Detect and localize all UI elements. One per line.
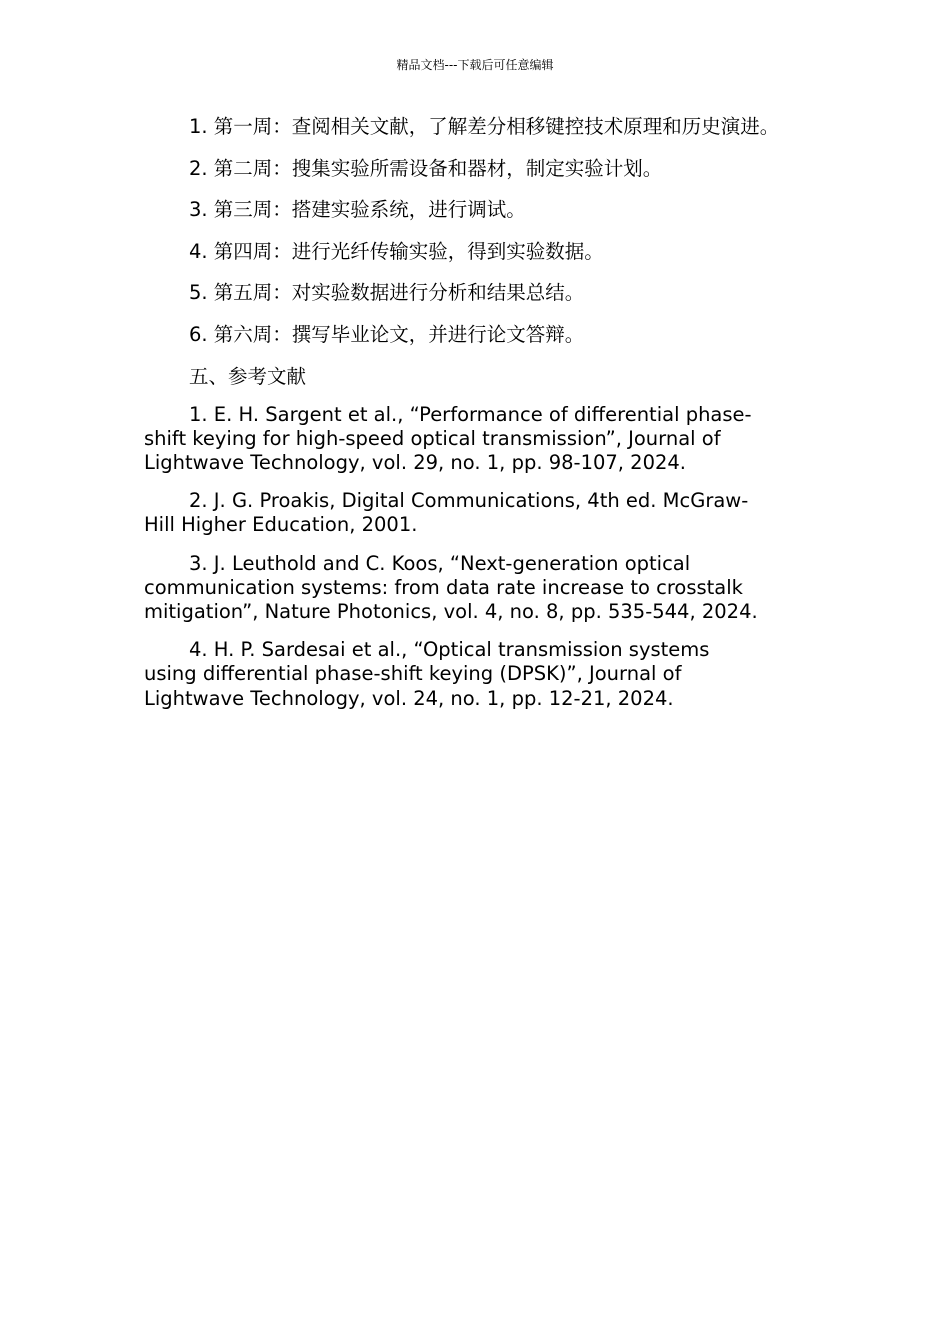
- schedule-item-week-2: 2. 第二周：搜集实验所需设备和器材，制定实验计划。: [189, 156, 663, 180]
- schedule-item-week-5: 5. 第五周：对实验数据进行分析和结果总结。: [189, 281, 585, 305]
- schedule-item-week-4: 4. 第四周：进行光纤传输实验，得到实验数据。: [189, 239, 604, 263]
- document-body: [144, 115, 824, 725]
- reference-item-3: [144, 552, 824, 625]
- reference-2-line-2: Hill Higher Education, 2001.: [144, 513, 418, 537]
- reference-1-line-2: shift keying for high-speed optical transmission”, Journal of: [144, 426, 721, 450]
- references-heading: 五、参考文献: [189, 364, 307, 388]
- schedule-item-week-6: 6. 第六周：撰写毕业论文，并进行论文答辩。: [189, 322, 585, 346]
- reference-1-line-1: 1. E. H. Sargent et al., “Performance of differential phase-: [189, 402, 752, 426]
- reference-3-line-3: mitigation”, Nature Photonics, vol. 4, no. 8, pp. 535-544, 2024.: [144, 599, 758, 623]
- reference-4-line-1: 4. H. P. Sardesai et al., “Optical transmission systems: [189, 638, 710, 662]
- reference-item-4: [144, 638, 824, 711]
- reference-item-2: [144, 489, 824, 537]
- reference-3-line-2: communication systems: from data rate increase to crosstalk: [144, 575, 743, 599]
- reference-4-line-3: Lightwave Technology, vol. 24, no. 1, pp. 12-21, 2024.: [144, 686, 674, 710]
- schedule-item-week-3: 3. 第三周：搭建实验系统，进行调试。: [189, 198, 526, 222]
- page-header: 精品文档---下载后可任意编辑: [396, 58, 554, 72]
- schedule-item-week-1: 1. 第一周：查阅相关文献，了解差分相移键控技术原理和历史演进。: [189, 115, 780, 138]
- reference-1-line-3: Lightwave Technology, vol. 29, no. 1, pp. 98-107, 2024.: [144, 450, 687, 474]
- reference-2-line-1: 2. J. G. Proakis, Digital Communications, 4th ed. McGraw-: [189, 489, 749, 513]
- reference-4-line-2: using differential phase-shift keying (DPSK)”, Journal of: [144, 662, 682, 686]
- reference-item-1: [144, 403, 824, 476]
- reference-3-line-1: 3. J. Leuthold and C. Koos, “Next-generation optical: [189, 551, 691, 575]
